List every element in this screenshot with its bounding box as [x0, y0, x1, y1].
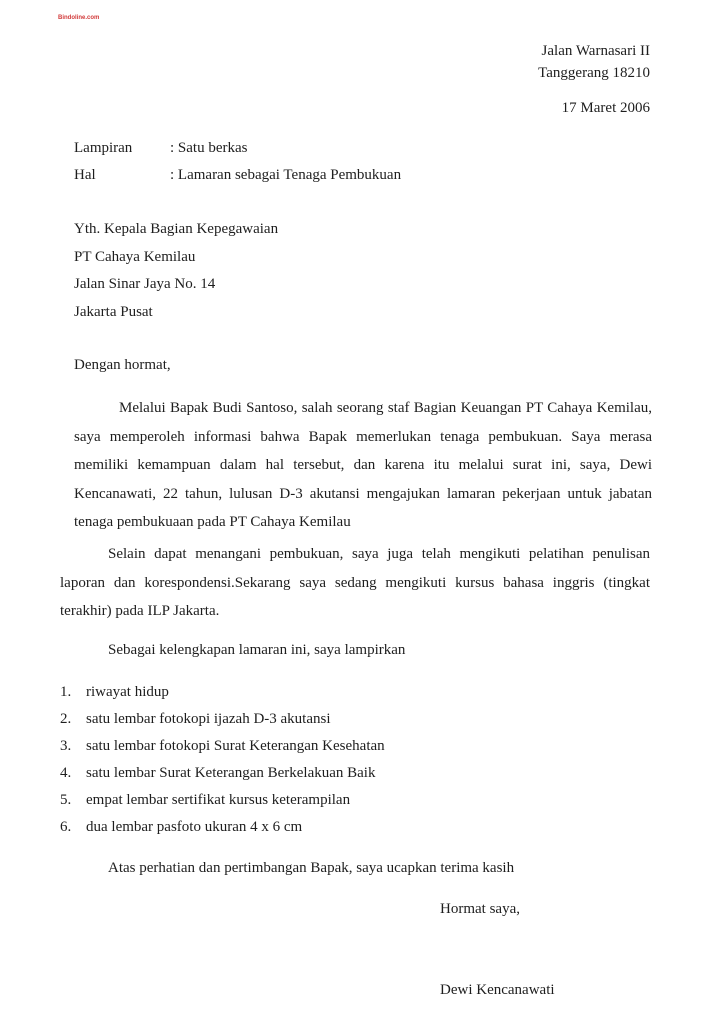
signoff: Hormat saya,	[440, 901, 520, 917]
body-paragraph-1: Melalui Bapak Budi Santoso, salah seorang staf Bagian Keuangan PT Cahaya Kemilau, saya memperoleh informasi bahwa Bapak memerlukan tenaga pembukuan. Saya merasa memiliki kemampuan dalam hal tersebut, dan karena itu melalui surat ini, saya, Dewi Kencanawati, 22 tahun, lulusan D-3 akutansi mengajukan lamaran pekerjaan untuk jabatan tenaga pembukuaan pada PT Cahaya Kemilau	[74, 400, 652, 530]
attachment-item: empat lembar sertifikat kursus keterampilan	[86, 792, 351, 808]
sender-address-line2: Tanggerang 18210	[538, 65, 650, 81]
attachment-number: 3.	[60, 738, 72, 754]
letter-date: 17 Maret 2006	[561, 100, 650, 116]
sender-address-line1: Jalan Warnasari II	[541, 43, 650, 59]
attachment-number: 1.	[60, 684, 72, 700]
attachment-item: satu lembar Surat Keterangan Berkelakuan Baik	[86, 765, 376, 781]
hal-value: : Lamaran sebagai Tenaga Pembukuan	[170, 167, 402, 183]
recipient-line2: PT Cahaya Kemilau	[74, 249, 196, 265]
signature-name: Dewi Kencanawati	[440, 982, 555, 998]
hal-label: Hal	[74, 167, 96, 183]
recipient-line3: Jalan Sinar Jaya No. 14	[74, 276, 216, 292]
attachment-number: 2.	[60, 711, 72, 727]
attachment-item: dua lembar pasfoto ukuran 4 x 6 cm	[86, 819, 303, 835]
body-paragraph-2: Selain dapat menangani pembukuan, saya juga telah mengikuti pelatihan penulisan laporan dan korespondensi.Sekarang saya sedang mengikuti kursus bahasa inggris (tingkat terakhir) pada ILP Jakarta.	[60, 546, 650, 619]
attachment-item: satu lembar fotokopi ijazah D-3 akutansi	[86, 711, 331, 727]
attachment-item: satu lembar fotokopi Surat Keterangan Kesehatan	[86, 738, 385, 754]
lampiran-label: Lampiran	[74, 140, 133, 156]
lampiran-value: : Satu berkas	[170, 140, 248, 156]
attachment-number: 5.	[60, 792, 72, 808]
salutation: Dengan hormat,	[74, 357, 171, 373]
attachment-item: riwayat hidup	[86, 684, 169, 700]
recipient-line4: Jakarta Pusat	[74, 304, 153, 320]
watermark-text: Bindoline.com	[58, 15, 100, 21]
closing-sentence: Atas perhatian dan pertimbangan Bapak, saya ucapkan terima kasih	[108, 860, 515, 876]
attachment-number: 4.	[60, 765, 72, 781]
recipient-line1: Yth. Kepala Bagian Kepegawaian	[74, 221, 279, 237]
attachments-intro: Sebagai kelengkapan lamaran ini, saya lampirkan	[108, 642, 406, 658]
attachment-number: 6.	[60, 819, 72, 835]
